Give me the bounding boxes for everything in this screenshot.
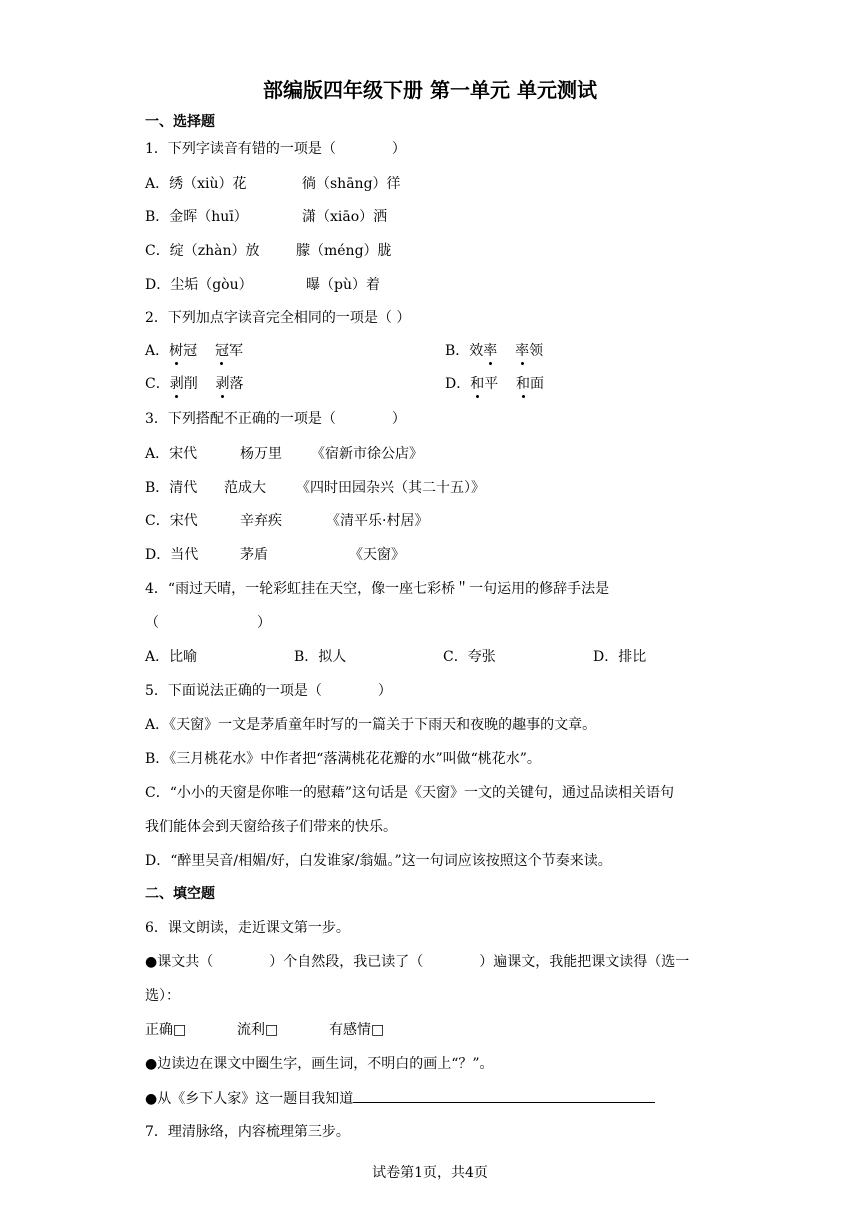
q2-a-word1-rest: 冠 bbox=[183, 343, 198, 359]
q4-stem: 4．“雨过天晴，一轮彩虹挂在天空，像一座七彩桥＂一句运用的修辞手法是 bbox=[145, 581, 610, 597]
q2-b-word2-rest: 领 bbox=[529, 343, 544, 359]
q5-stem: 5．下面说法正确的一项是（ ） bbox=[145, 683, 392, 699]
q2-option-b bbox=[445, 341, 543, 361]
q1-option-d bbox=[145, 275, 380, 295]
q1-option-c bbox=[145, 241, 392, 261]
q4-option-a: A．比喻 bbox=[145, 649, 198, 665]
q3-d-work: 《天窗》 bbox=[349, 547, 405, 563]
q4-option-c: C．夸张 bbox=[443, 649, 496, 665]
checkbox-expressive[interactable]: 有感情□ bbox=[329, 1022, 385, 1038]
q2-option-c bbox=[145, 374, 244, 394]
q2-c-dotted-char-2: 剥 bbox=[215, 376, 230, 392]
exam-title: 部编版四年级下册 第一单元 单元测试 bbox=[263, 78, 597, 102]
q5-option-a: A．《天窗》一文是茅盾童年时写的一篇关于下雨天和夜晚的趣事的文章。 bbox=[145, 717, 597, 733]
q3-b-author: 范成大 bbox=[224, 480, 266, 496]
q1-a-part1: A．绣（xiù）花 bbox=[145, 176, 247, 192]
q2-b-prefix: B． bbox=[445, 343, 470, 359]
q5-option-b: B．《三月桃花水》中作者把“落满桃花花瓣的水”叫做“桃花水”。 bbox=[145, 751, 541, 767]
q7-stem: 7．理清脉络，内容梳理第三步。 bbox=[145, 1124, 350, 1140]
q1-c-part2: 朦（méng）胧 bbox=[296, 243, 392, 259]
q2-a-dotted-char-2: 冠 bbox=[214, 343, 229, 359]
q4-options bbox=[145, 647, 647, 667]
q2-a-dotted-char-1: 树 bbox=[169, 343, 184, 359]
checkbox-fluent[interactable]: 流利□ bbox=[237, 1022, 279, 1038]
q4-option-b: B．拟人 bbox=[294, 649, 347, 665]
checkbox-correct[interactable]: 正确□ bbox=[145, 1022, 187, 1038]
q2-stem: 2．下列加点字读音完全相同的一项是（ ） bbox=[145, 310, 411, 326]
q3-stem: 3．下列搭配不正确的一项是（ ） bbox=[145, 411, 406, 427]
q2-d-dotted-char-2: 和 bbox=[516, 376, 531, 392]
q2-a-prefix: A． bbox=[145, 343, 170, 359]
q1-b-part2: 潇（xiāo）洒 bbox=[302, 209, 388, 225]
q6-bullet-1-line1: ●课文共（ ）个自然段，我已读了（ ）遍课文，我能把课文读得（选一 bbox=[145, 954, 690, 970]
q3-option-a bbox=[145, 444, 423, 464]
q2-option-d bbox=[445, 374, 544, 394]
q6-bullet-3-text: ●从《乡下人家》这一题目我知道 bbox=[145, 1091, 354, 1107]
section-fill-heading: 二、填空题 bbox=[145, 886, 215, 902]
q2-b-dotted-char-1: 率 bbox=[483, 343, 498, 359]
q3-c-work: 《清平乐·村居》 bbox=[326, 513, 429, 529]
answer-blank-line[interactable] bbox=[353, 1088, 655, 1103]
q6-bullet-2: ●边读边在课文中圈生字，画生词，不明白的画上“？”。 bbox=[145, 1056, 494, 1072]
q1-d-part1: D．尘垢（gòu） bbox=[145, 277, 253, 293]
q1-a-part2: 徜（shāng）徉 bbox=[302, 176, 401, 192]
q3-a-author: 杨万里 bbox=[240, 446, 282, 462]
q2-c-dotted-char-1: 剥 bbox=[169, 376, 184, 392]
q1-stem: 1．下列字读音有错的一项是（ ） bbox=[145, 141, 406, 157]
page-footer: 试卷第1页，共4页 bbox=[372, 1165, 488, 1181]
q6-bullet-3 bbox=[145, 1088, 655, 1109]
q6-reading-options bbox=[145, 1020, 385, 1040]
q1-option-b bbox=[145, 207, 388, 227]
q2-b-word1-pre: 效 bbox=[469, 343, 484, 359]
q1-b-part1: B．金晖（huī） bbox=[145, 209, 248, 225]
q2-b-dotted-char-2: 率 bbox=[515, 343, 530, 359]
q4-paren: （ ） bbox=[145, 615, 271, 631]
q5-option-c-line1: C．“小小的天窗是你唯一的慰藉”这句话是《天窗》一文的关键句，通过品读相关语句 bbox=[145, 785, 675, 801]
q2-d-dotted-char-1: 和 bbox=[470, 376, 485, 392]
q2-c-word2-rest: 落 bbox=[229, 376, 244, 392]
q2-d-word2-rest: 面 bbox=[530, 376, 545, 392]
q1-option-a bbox=[145, 174, 401, 194]
q5-option-d: D．“醉里吴音/相媚/好，白发谁家/翁媪。”这一句词应该按照这个节奏来读。 bbox=[145, 853, 612, 869]
q2-d-word1-rest: 平 bbox=[484, 376, 499, 392]
q1-c-part1: C．绽（zhàn）放 bbox=[145, 243, 260, 259]
q2-option-a bbox=[145, 341, 243, 361]
q3-a-era: A．宋代 bbox=[145, 446, 198, 462]
q5-option-c-line2: 我们能体会到天窗给孩子们带来的快乐。 bbox=[145, 819, 397, 835]
q6-stem: 6．课文朗读，走近课文第一步。 bbox=[145, 920, 350, 936]
q3-c-era: C．宋代 bbox=[145, 513, 198, 529]
q3-option-b bbox=[145, 478, 485, 498]
q3-option-d bbox=[145, 545, 405, 565]
q3-a-work: 《宿新市徐公店》 bbox=[311, 446, 423, 462]
q2-a-word2-rest: 军 bbox=[228, 343, 243, 359]
q4-option-d: D．排比 bbox=[593, 649, 647, 665]
q3-d-author: 茅盾 bbox=[240, 547, 268, 563]
q3-b-era: B．清代 bbox=[145, 480, 198, 496]
q2-c-prefix: C． bbox=[145, 376, 170, 392]
q3-option-c bbox=[145, 511, 429, 531]
q3-c-author: 辛弃疾 bbox=[240, 513, 282, 529]
q1-d-part2: 曝（pù）着 bbox=[306, 277, 380, 293]
section-choice-heading: 一、选择题 bbox=[145, 114, 215, 130]
q2-d-prefix: D． bbox=[445, 376, 471, 392]
q6-bullet-1-line2: 选）： bbox=[145, 988, 180, 1004]
q3-d-era: D．当代 bbox=[145, 547, 199, 563]
q2-c-word1-rest: 削 bbox=[183, 376, 198, 392]
q3-b-work: 《四时田园杂兴（其二十五）》 bbox=[296, 480, 485, 496]
